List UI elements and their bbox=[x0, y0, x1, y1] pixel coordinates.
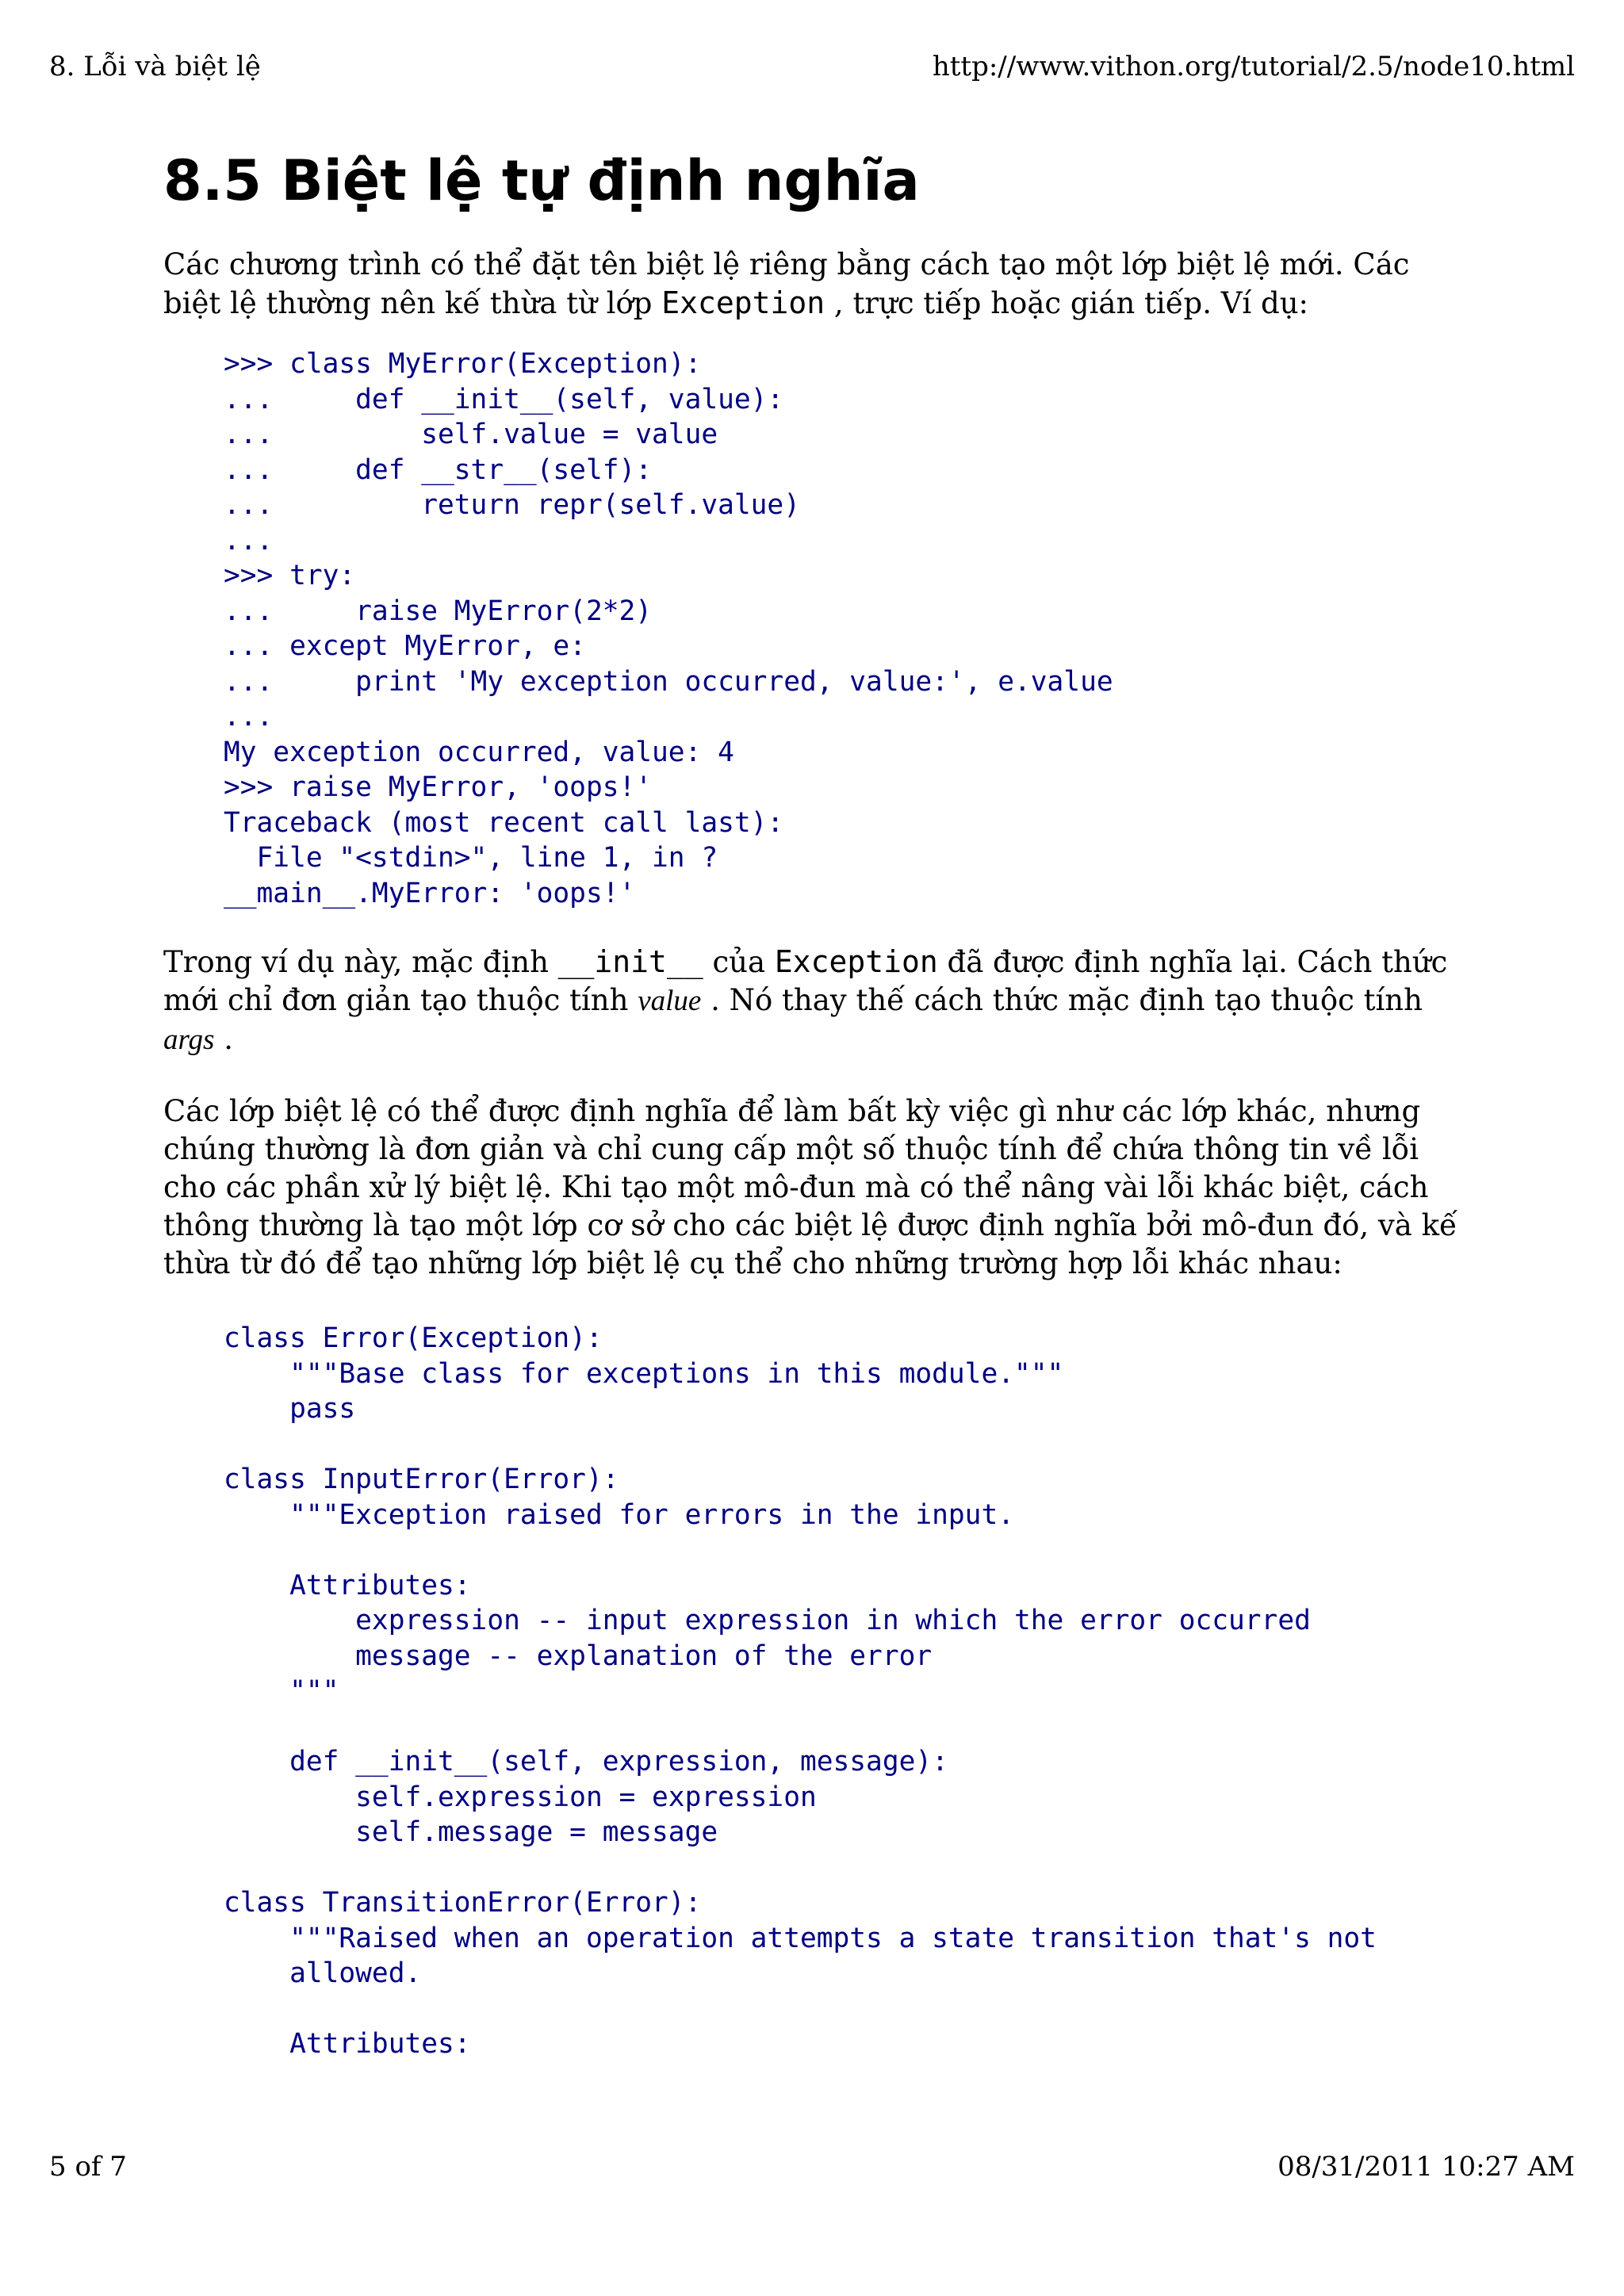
module-exceptions-paragraph: Các lớp biệt lệ có thể được định nghĩa để làm bất kỳ việc gì như các lớp khác, nhưng chúng thường là đơn giản và chỉ cung cấp một số thuộc tính để chứa thông tin về lỗi cho các phần xử lý biệt lệ. Khi tạo một mô-đun mà có thể nâng vài lỗi khác biệt, cách thông thường là tạo một lớp cơ sở cho các biệt lệ được định nghĩa bởi mô-đun đó, và kế thừa từ đó để tạo những lớp biệt lệ cụ thể cho những trường hợp lỗi khác nhau: bbox=[163, 1094, 1457, 1280]
explanation-text-c: đã được định nghĩa lại. Cách thức mới chỉ đơn giản tạo thuộc tính bbox=[163, 945, 1448, 1017]
explanation-paragraph bbox=[163, 943, 1464, 1059]
intro-text-b: , trực tiếp hoặc gián tiếp. Ví dụ: bbox=[825, 286, 1309, 320]
explanation-text-a: Trong ví dụ này, mặc định bbox=[163, 945, 558, 979]
page-number: 5 of 7 bbox=[49, 2151, 127, 2183]
code-example-error-hierarchy: class Error(Exception): """Base class for exceptions in this module.""" pass class InputError(Error): """Exception raised for errors in the input. Attributes: expression -- input expression in which the error occurred message -- explanation of the error """ def __init__(self, expression, message): self.expression = expression self.message = message class TransitionError(Error): """Raised when an operation attempts a state transition that's not allowed. Attributes: bbox=[224, 1321, 1464, 2062]
value-attribute: value bbox=[638, 985, 702, 1017]
init-method-code: __init__ bbox=[557, 944, 703, 979]
explanation-text-b: của bbox=[703, 945, 775, 979]
explanation-text-e: . bbox=[214, 1022, 233, 1056]
exception-class-code-2: Exception bbox=[774, 944, 938, 979]
print-header bbox=[49, 51, 1575, 82]
page-content bbox=[163, 143, 1464, 2062]
args-attribute: args bbox=[163, 1024, 215, 1056]
exception-class-code: Exception bbox=[661, 285, 825, 320]
print-footer bbox=[49, 2151, 1575, 2183]
section-title: 8.5 Biệt lệ tự định nghĩa bbox=[163, 148, 920, 213]
explanation-text-d: . Nó thay thế cách thức mặc định tạo thuộc tính bbox=[701, 983, 1423, 1017]
intro-text-a: Các chương trình có thể đặt tên biệt lệ riêng bằng cách tạo một lớp biệt lệ mới. Các biệt lệ thường nên kế thừa từ lớp bbox=[163, 247, 1410, 320]
intro-paragraph bbox=[163, 246, 1464, 323]
header-page-title: 8. Lỗi và biệt lệ bbox=[49, 51, 261, 82]
print-timestamp: 08/31/2011 10:27 AM bbox=[1277, 2151, 1575, 2183]
code-example-myerror: >>> class MyError(Exception): ... def __init__(self, value): ... self.value = value ... def __str__(self): ... return repr(self.value) ... >>> try: ... raise MyError(2*2) ... except MyError, e: ... print 'My exception occurred, value:', e.value ... My exception occurred, value: 4 >>> raise MyError, 'oops!' Traceback (most recent call last): File "<stdin>", line 1, in ? __main__.MyError: 'oops!' bbox=[224, 346, 1464, 911]
header-url: http://www.vithon.org/tutorial/2.5/node10.html bbox=[932, 51, 1575, 82]
